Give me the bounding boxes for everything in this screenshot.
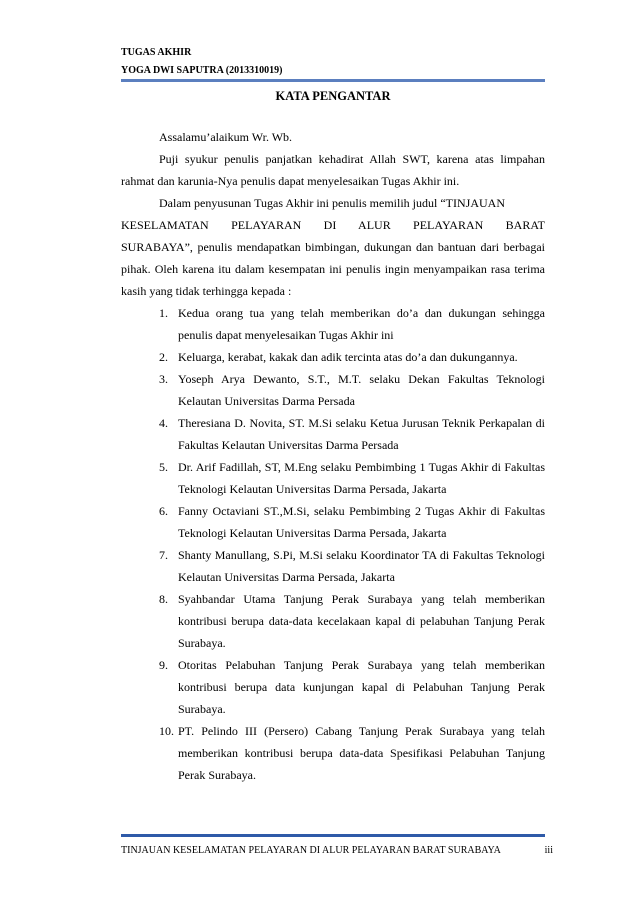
list-item <box>121 720 545 786</box>
list-item <box>121 654 545 720</box>
list-item-text: Syahbandar Utama Tanjung Perak Surabaya yang telah memberikan kontribusi berupa data-data kecelakaan kapal di pelabuhan Tanjung Perak Surabaya. <box>178 592 545 650</box>
list-item <box>121 544 545 588</box>
paragraph-acknowledgement: SURABAYA”, penulis mendapatkan bimbingan, dukungan dan bantuan dari berbagai pihak. Oleh karena itu dalam kesempatan ini penulis ingin menyampaikan rasa terima kasih yang tidak terhingga kepada : <box>121 240 545 298</box>
list-item-text: Keluarga, kerabat, kakak dan adik tercinta atas do’a dan dukungannya. <box>178 350 518 364</box>
list-item-number: 1. <box>159 306 168 320</box>
page-number: iii <box>544 845 553 856</box>
paragraph-title-line-1: Dalam penyusunan Tugas Akhir ini penulis memilih judul “TINJAUAN <box>159 196 505 210</box>
acknowledgement-list <box>121 302 545 786</box>
list-item-number: 9. <box>159 658 168 672</box>
paragraph-title-line-2: KESELAMATAN PELAYARAN DI ALUR PELAYARAN BARAT <box>121 218 545 232</box>
list-item-text: PT. Pelindo III (Persero) Cabang Tanjung Perak Surabaya yang telah memberikan kontribusi berupa data-data Spesifikasi Pelabuhan Tanjung Perak Surabaya. <box>178 724 545 782</box>
list-item-number: 6. <box>159 504 168 518</box>
list-item <box>121 302 545 346</box>
list-item-number: 8. <box>159 592 168 606</box>
list-item <box>121 412 545 456</box>
list-item-text: Theresiana D. Novita, ST. M.Si selaku Ketua Jurusan Teknik Perkapalan di Fakultas Kelautan Universitas Darma Persada <box>178 416 545 452</box>
list-item-number: 5. <box>159 460 168 474</box>
greeting-paragraph: Assalamu’alaikum Wr. Wb. <box>159 130 293 144</box>
header-author-label: YOGA DWI SAPUTRA (2013310019) <box>121 65 283 76</box>
list-item <box>121 500 545 544</box>
list-item-number: 10. <box>159 724 174 738</box>
list-item-text: Shanty Manullang, S.Pi, M.Si selaku Koordinator TA di Fakultas Teknologi Kelautan Universitas Darma Persada, Jakarta <box>178 548 545 584</box>
header-course-label: TUGAS AKHIR <box>121 47 192 58</box>
footer-title: TINJAUAN KESELAMATAN PELAYARAN DI ALUR PELAYARAN BARAT SURABAYA <box>121 845 501 856</box>
list-item <box>121 346 545 368</box>
header-divider <box>121 79 545 82</box>
document-header <box>121 44 282 80</box>
footer-divider <box>121 834 545 837</box>
list-item-text: Yoseph Arya Dewanto, S.T., M.T. selaku Dekan Fakultas Teknologi Kelautan Universitas Darma Persada <box>178 372 545 408</box>
list-item-number: 2. <box>159 350 168 364</box>
list-item-number: 4. <box>159 416 168 430</box>
list-item-text: Fanny Octaviani ST.,M.Si, selaku Pembimbing 2 Tugas Akhir di Fakultas Teknologi Kelautan Universitas Darma Persada, Jakarta <box>178 504 545 540</box>
list-item <box>121 456 545 500</box>
list-item-text: Otoritas Pelabuhan Tanjung Perak Surabaya yang telah memberikan kontribusi berupa data kunjungan kapal di Pelabuhan Tanjung Perak Surabaya. <box>178 658 545 716</box>
list-item-text: Kedua orang tua yang telah memberikan do’a dan dukungan sehingga penulis dapat menyelesaikan Tugas Akhir ini <box>178 306 545 342</box>
document-body <box>121 126 545 786</box>
list-item <box>121 588 545 654</box>
list-item-number: 7. <box>159 548 168 562</box>
list-item-number: 3. <box>159 372 168 386</box>
paragraph-gratitude: Puji syukur penulis panjatkan kehadirat Allah SWT, karena atas limpahan rahmat dan karunia-Nya penulis dapat menyelesaikan Tugas Akhir ini. <box>121 152 545 188</box>
list-item-text: Dr. Arif Fadillah, ST, M.Eng selaku Pembimbing 1 Tugas Akhir di Fakultas Teknologi Kelautan Universitas Darma Persada, Jakarta <box>178 460 545 496</box>
document-footer <box>121 845 553 856</box>
page-title: KATA PENGANTAR <box>275 89 391 103</box>
list-item <box>121 368 545 412</box>
